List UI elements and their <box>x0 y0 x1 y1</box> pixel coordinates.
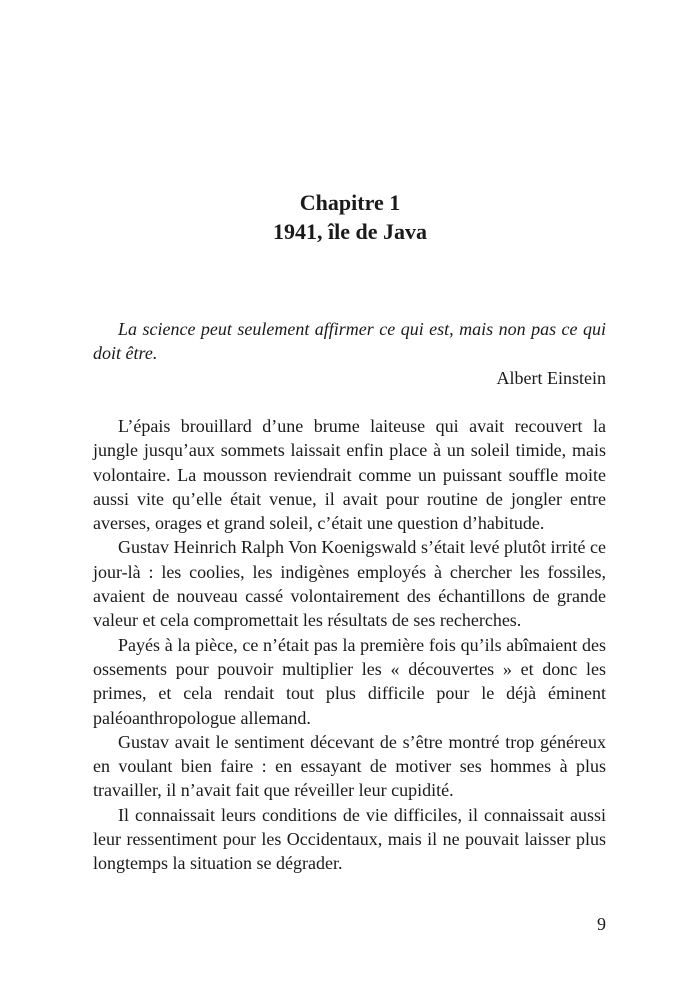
paragraph: L’épais brouillard d’une brume laiteuse qui avait recouvert la jungle jusqu’aux sommets laissait enfin place à un soleil timide, mais volontaire. La mousson reviendrait comme un puissant souffle moite aussi vite qu’elle était venue, il avait pour routine de jongler entre averses, orages et grand soleil, c’était une question d’habitude. <box>93 416 606 534</box>
paragraph: Gustav Heinrich Ralph Von Koenigswald s’était levé plutôt irrité ce jour-là : les coolies, les indigènes employés à chercher les fossiles, avaient de nouveau cassé volontairement des échantillons de grande valeur et cela compromettait les résultats de ses recherches. <box>93 537 606 631</box>
chapter-heading <box>0 188 700 246</box>
paragraph: Gustav avait le sentiment décevant de s’être montré trop généreux en voulant bien faire : en essayant de motiver ses hommes à plus travailler, il n’avait fait que réveiller leur cupidité. <box>93 731 606 801</box>
page-number: 9 <box>597 914 606 934</box>
chapter-title: 1941, île de Java <box>273 219 427 244</box>
chapter-body <box>93 414 606 876</box>
epigraph-author: Albert Einstein <box>496 367 606 388</box>
paragraph: Payés à la pièce, ce n’était pas la première fois qu’ils abîmaient des ossements pour pouvoir multiplier les « découvertes » et donc les primes, et cela rendait tout plus difficile pour le déjà éminent paléoanthropologue allemand. <box>93 634 606 728</box>
chapter-number: Chapitre 1 <box>299 190 401 215</box>
epigraph-quote: La science peut seulement affirmer ce qui est, mais non pas ce qui doit être. <box>93 319 606 364</box>
epigraph <box>93 317 606 390</box>
paragraph: Il connaissait leurs conditions de vie difficiles, il connaissait aussi leur ressentiment pour les Occidentaux, mais il ne pouvait laisser plus longtemps la situation se dégrader. <box>93 804 606 874</box>
